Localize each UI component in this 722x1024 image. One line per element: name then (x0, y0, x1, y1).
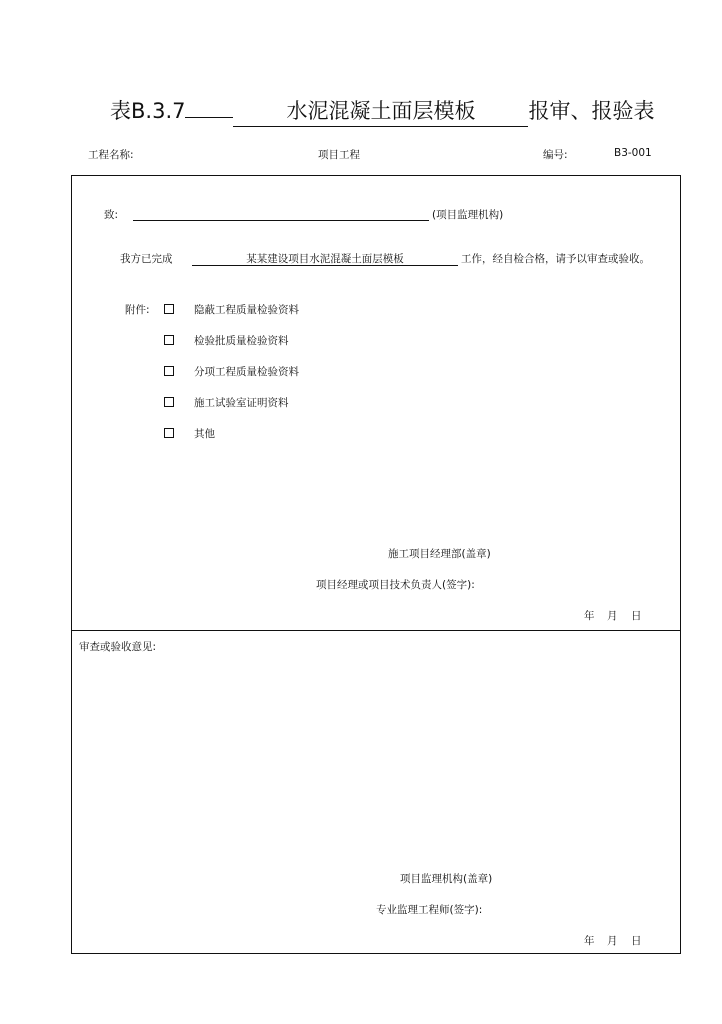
manager-signature-label: 项目经理或项目技术负责人(签字): (316, 579, 475, 591)
submission-date-month: 月 (607, 610, 618, 622)
title-suffix: 报审、报验表 (528, 99, 655, 123)
title-name: 水泥混凝土面层模板 (233, 96, 528, 127)
supervision-seal-label: 项目监理机构(盖章) (400, 873, 493, 885)
dept-seal-label: 施工项目经理部(盖章) (388, 548, 491, 560)
attachment-checkbox-4[interactable] (164, 397, 174, 407)
to-recipient-line (133, 220, 429, 221)
attachment-label-4: 施工试验室证明资料 (194, 397, 289, 409)
number-value: B3-001 (614, 147, 652, 159)
attachment-label-5: 其他 (194, 428, 215, 440)
review-date-day: 日 (631, 935, 642, 947)
attachment-checkbox-5[interactable] (164, 428, 174, 438)
attachments-label: 附件: (125, 304, 150, 316)
project-name-label: 工程名称: (88, 149, 134, 161)
attachment-checkbox-2[interactable] (164, 335, 174, 345)
attachment-label-2: 检验批质量检验资料 (194, 335, 289, 347)
completed-prefix: 我方已完成 (120, 253, 173, 265)
review-opinion-label: 审查或验收意见: (79, 641, 157, 653)
engineer-signature-label: 专业监理工程师(签字): (376, 904, 483, 916)
review-date-year: 年 (584, 935, 595, 947)
submission-date-year: 年 (584, 610, 595, 622)
form-title (110, 96, 654, 126)
completed-suffix: 工作，经自检合格，请予以审查或验收。 (461, 253, 650, 265)
title-underline-left (185, 117, 233, 118)
section-divider (71, 630, 681, 631)
to-recipient-suffix: (项目监理机构) (432, 209, 504, 221)
form-frame (71, 175, 681, 954)
attachment-label-3: 分项工程质量检验资料 (194, 366, 299, 378)
attachment-label-1: 隐蔽工程质量检验资料 (194, 304, 299, 316)
completed-item-line (192, 265, 458, 266)
review-date-month: 月 (607, 935, 618, 947)
attachment-checkbox-1[interactable] (164, 304, 174, 314)
project-name-value: 项目工程 (318, 149, 360, 161)
to-label: 致: (104, 209, 119, 221)
title-prefix: 表B.3.7 (110, 99, 186, 123)
completed-item: 某某建设项目水泥混凝土面层模板 (246, 253, 404, 265)
submission-date-day: 日 (631, 610, 642, 622)
attachment-checkbox-3[interactable] (164, 366, 174, 376)
number-label: 编号: (543, 149, 568, 161)
